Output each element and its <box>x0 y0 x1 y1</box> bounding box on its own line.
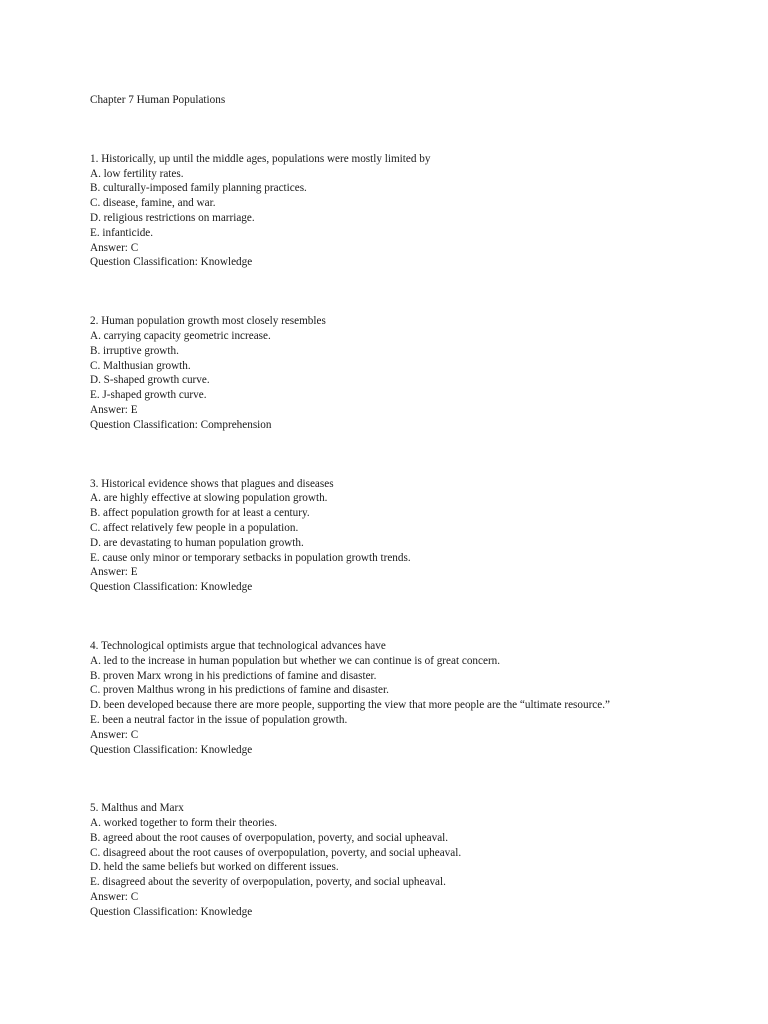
question-1 <box>90 152 750 270</box>
answer-option-b: B. affect population growth for at least a century. <box>90 507 310 520</box>
answer-option-d: D. been developed because there are more people, supporting the view that more people are the “ultimate resource.” <box>90 699 610 712</box>
answer-key: Answer: E <box>90 403 138 416</box>
answer-option-b: B. culturally-imposed family planning practices. <box>90 182 307 195</box>
answer-option-c: C. disagreed about the root causes of overpopulation, poverty, and social upheaval. <box>90 846 462 859</box>
answer-option-c: C. proven Malthus wrong in his predictions of famine and disaster. <box>90 684 389 697</box>
answer-option-a: A. worked together to form their theories. <box>90 817 278 830</box>
question-5 <box>90 801 750 919</box>
question-stem: 4. Technological optimists argue that technological advances have <box>90 639 386 652</box>
question-classification: Question Classification: Knowledge <box>90 905 253 918</box>
question-classification: Question Classification: Comprehension <box>90 418 272 431</box>
answer-option-b: B. proven Marx wrong in his predictions of famine and disaster. <box>90 669 377 682</box>
answer-option-a: A. carrying capacity geometric increase. <box>90 329 271 342</box>
answer-option-a: A. led to the increase in human population but whether we can continue is of great concern. <box>90 654 501 667</box>
answer-option-b: B. agreed about the root causes of overpopulation, poverty, and social upheaval. <box>90 831 449 844</box>
answer-option-e: E. been a neutral factor in the issue of population growth. <box>90 713 348 726</box>
answer-option-b: B. irruptive growth. <box>90 344 179 357</box>
question-4 <box>90 639 750 757</box>
question-classification: Question Classification: Knowledge <box>90 743 253 756</box>
question-classification: Question Classification: Knowledge <box>90 581 253 594</box>
question-stem: 5. Malthus and Marx <box>90 802 184 815</box>
answer-option-d: D. held the same beliefs but worked on different issues. <box>90 861 339 874</box>
question-3 <box>90 477 750 595</box>
answer-option-e: E. infanticide. <box>90 226 154 239</box>
answer-option-c: C. disease, famine, and war. <box>90 197 216 210</box>
answer-option-a: A. are highly effective at slowing population growth. <box>90 492 328 505</box>
question-classification: Question Classification: Knowledge <box>90 256 253 269</box>
answer-option-d: D. religious restrictions on marriage. <box>90 211 255 224</box>
answer-key: Answer: C <box>90 241 139 254</box>
answer-key: Answer: C <box>90 728 139 741</box>
answer-option-c: C. Malthusian growth. <box>90 359 191 372</box>
question-2 <box>90 314 750 432</box>
answer-option-d: D. are devastating to human population growth. <box>90 536 304 549</box>
answer-key: Answer: E <box>90 566 138 579</box>
answer-option-e: E. disagreed about the severity of overpopulation, poverty, and social upheaval. <box>90 876 446 889</box>
answer-option-e: E. cause only minor or temporary setbacks in population growth trends. <box>90 551 411 564</box>
answer-option-e: E. J-shaped growth curve. <box>90 389 207 402</box>
question-stem: 3. Historical evidence shows that plagues and diseases <box>90 477 334 490</box>
answer-key: Answer: C <box>90 891 139 904</box>
document-page <box>90 93 750 964</box>
question-stem: 1. Historically, up until the middle ages, populations were mostly limited by <box>90 152 431 165</box>
question-stem: 2. Human population growth most closely resembles <box>90 315 326 328</box>
answer-option-d: D. S-shaped growth curve. <box>90 374 210 387</box>
answer-option-a: A. low fertility rates. <box>90 167 184 180</box>
page-title: Chapter 7 Human Populations <box>90 94 226 106</box>
answer-option-c: C. affect relatively few people in a population. <box>90 521 299 534</box>
